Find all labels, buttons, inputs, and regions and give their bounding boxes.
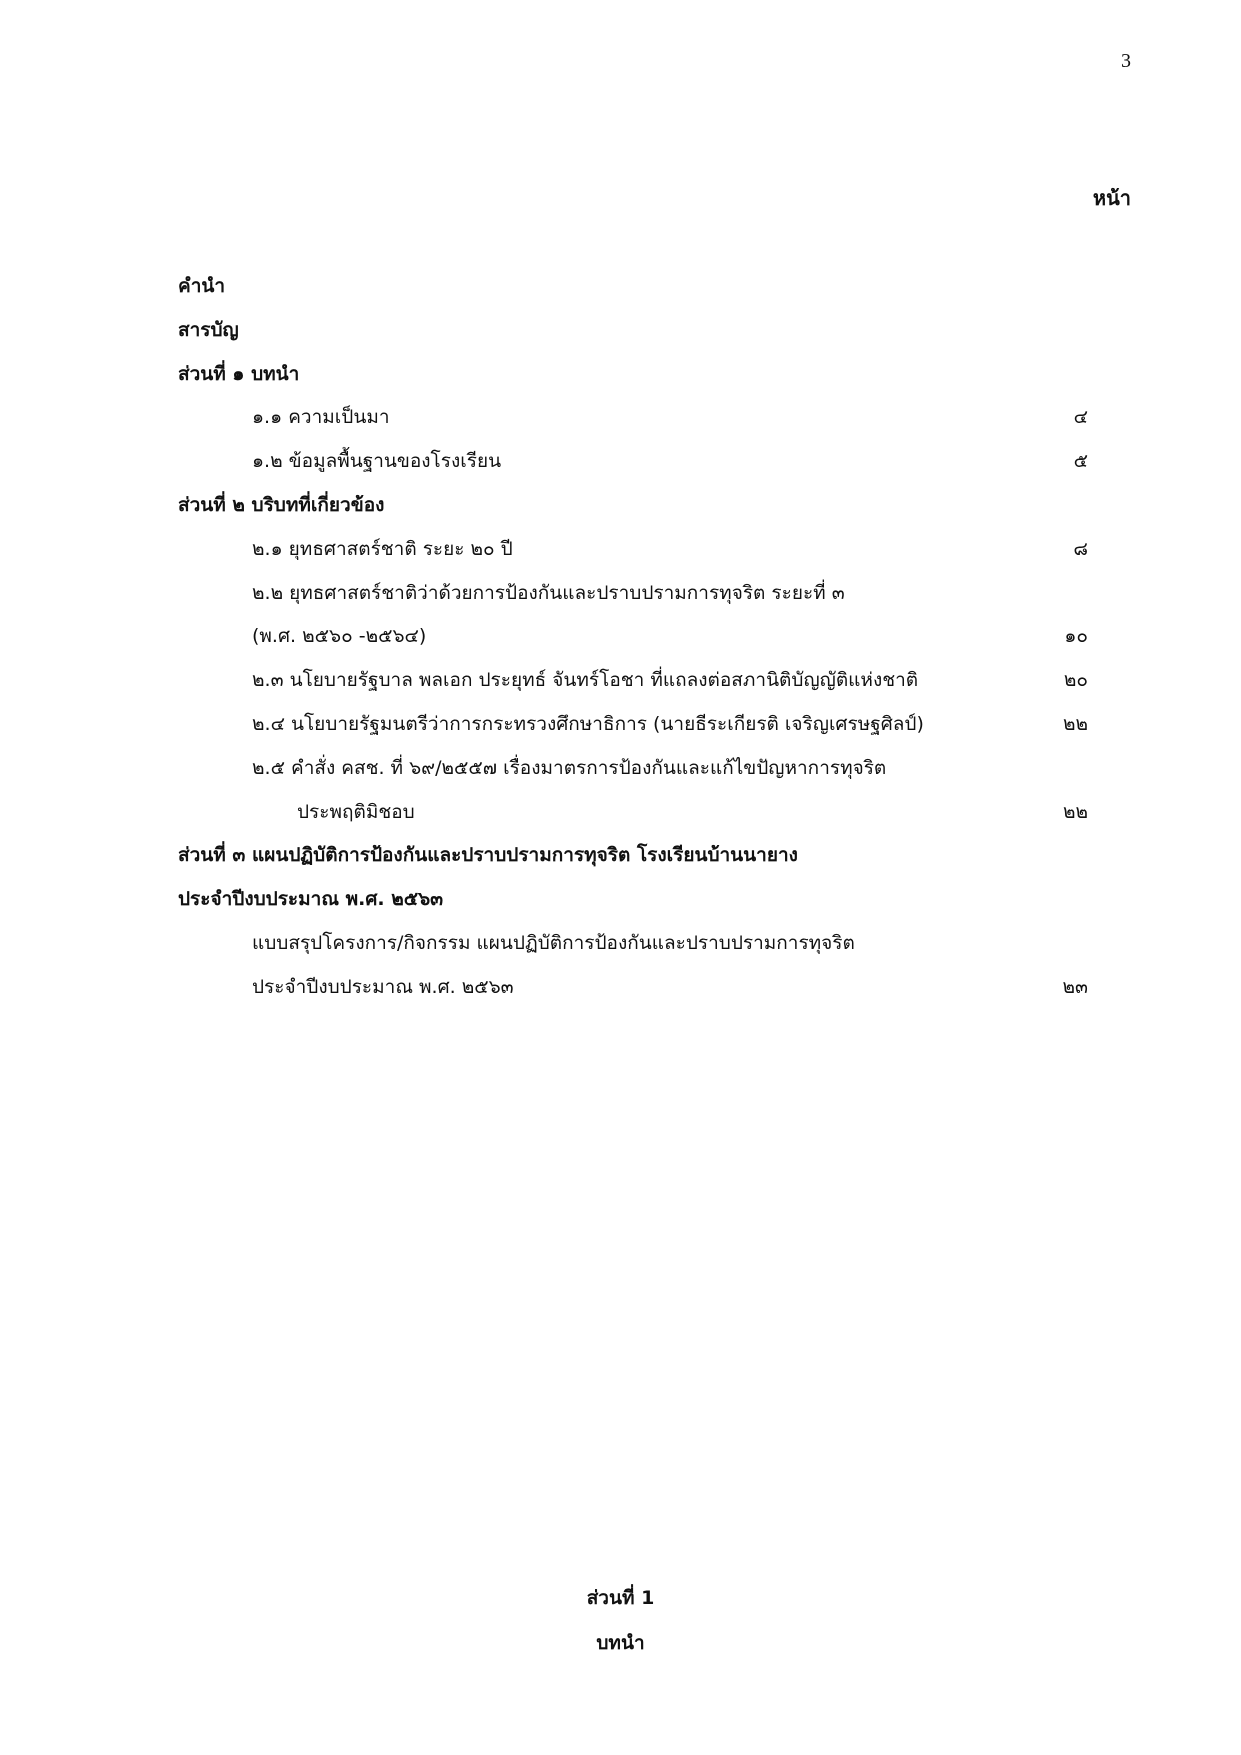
toc-entry-text: (พ.ศ. ๒๕๖๐ -๒๕๖๔)	[252, 625, 427, 648]
toc-entry-page: ๒๒	[1062, 712, 1088, 735]
toc-entry-text: ประจำปีงบประมาณ พ.ศ. ๒๕๖๓	[252, 975, 514, 998]
section-part-title: ส่วนที่ 1	[586, 1587, 655, 1609]
toc-entry	[178, 572, 1118, 616]
page-column-header: หน้า	[1092, 186, 1131, 210]
toc-entry-text: ๒.๔ นโยบายรัฐมนตรีว่าการกระทรวงศึกษาธิการ (นายธีระเกียรติ เจริญเศรษฐศิลป์)	[252, 712, 924, 735]
toc-entry	[178, 659, 1118, 703]
toc-entry-page: ๕	[1073, 450, 1088, 473]
toc-entry	[178, 265, 1118, 309]
section-name-title: บทนำ	[596, 1632, 645, 1654]
toc-entry-text: ส่วนที่ ๓ แผนปฏิบัติการป้องกันและปราบปรามการทุจริต โรงเรียนบ้านนายาง	[178, 844, 798, 867]
toc-entry-page: ๒๐	[1063, 669, 1088, 692]
toc-entry-text: ๒.๕ คำสั่ง คสช. ที่ ๖๙/๒๕๕๗ เรื่องมาตรการป้องกันและแก้ไขปัญหาการทุจริต	[252, 756, 887, 779]
page-number: 3	[1121, 50, 1131, 72]
toc-entry	[178, 396, 1118, 440]
table-of-contents	[178, 265, 1118, 1010]
toc-entry	[178, 747, 1118, 791]
toc-entry-page: ๒๓	[1062, 975, 1088, 998]
toc-entry	[178, 484, 1118, 528]
toc-entry	[178, 791, 1118, 835]
toc-entry-text: ๒.๑ ยุทธศาสตร์ชาติ ระยะ ๒๐ ปี	[252, 537, 513, 560]
toc-entry	[178, 353, 1118, 397]
toc-entry	[178, 922, 1118, 966]
toc-entry-page: ๑๐	[1064, 625, 1088, 648]
toc-entry	[178, 834, 1118, 878]
toc-entry-text: ๒.๓ นโยบายรัฐบาล พลเอก ประยุทธ์ จันทร์โอชา ที่แถลงต่อสภานิติบัญญัติแห่งชาติ	[252, 669, 919, 692]
toc-entry	[178, 703, 1118, 747]
toc-entry	[178, 440, 1118, 484]
toc-entry-text: ประพฤติมิชอบ	[297, 800, 415, 823]
toc-entry-text: ส่วนที่ ๑ บทนำ	[178, 362, 300, 385]
toc-entry	[178, 528, 1118, 572]
toc-entry	[178, 615, 1118, 659]
toc-entry-page: ๘	[1073, 537, 1088, 560]
toc-entry	[178, 966, 1118, 1010]
toc-entry-text: ๑.๒ ข้อมูลพื้นฐานของโรงเรียน	[252, 450, 502, 473]
toc-entry-page: ๒๒	[1062, 800, 1088, 823]
toc-entry-text: ๒.๒ ยุทธศาสตร์ชาติว่าด้วยการป้องกันและปราบปรามการทุจริต ระยะที่ ๓	[252, 581, 845, 604]
toc-entry-text: สารบัญ	[178, 318, 239, 341]
toc-entry-page: ๔	[1073, 406, 1088, 429]
toc-entry-text: แบบสรุปโครงการ/กิจกรรม แผนปฏิบัติการป้องกันและปราบปรามการทุจริต	[252, 931, 855, 954]
toc-entry-text: ๑.๑ ความเป็นมา	[252, 406, 390, 429]
toc-entry-text: ประจำปีงบประมาณ พ.ศ. ๒๕๖๓	[178, 888, 444, 911]
toc-entry-text: คำนำ	[178, 275, 226, 297]
toc-entry	[178, 309, 1118, 353]
toc-entry-text: ส่วนที่ ๒ บริบทที่เกี่ยวข้อง	[178, 493, 385, 516]
toc-entry	[178, 878, 1118, 922]
